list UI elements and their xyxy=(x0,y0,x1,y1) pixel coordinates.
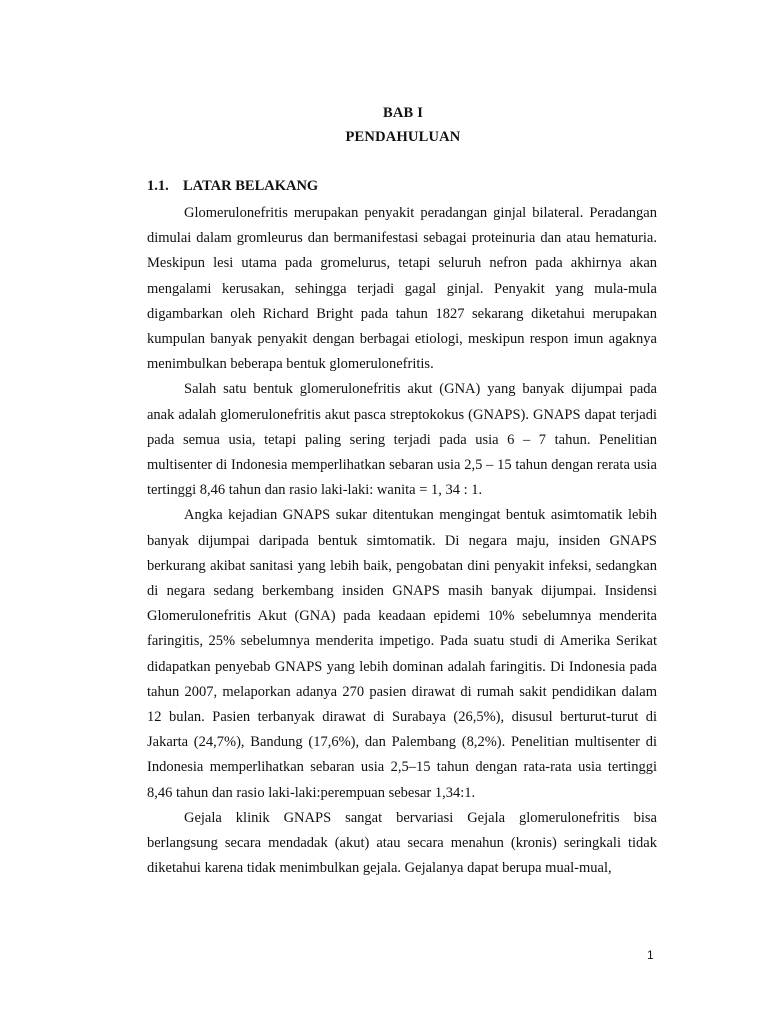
chapter-title: PENDAHULUAN xyxy=(345,129,461,145)
section-number: 1.1. xyxy=(147,178,169,194)
page-number: 1 xyxy=(647,948,654,962)
paragraph: Gejala klinik GNAPS sangat bervariasi Gejala glomerulonefritis bisa berlangsung secara mendadak (akut) atau secara menahun (kronis) seringkali tidak diketahui karena tidak menimbulkan gejala. Gejalanya dapat berupa mual-mual, xyxy=(147,809,657,877)
paragraph: Glomerulonefritis merupakan penyakit peradangan ginjal bilateral. Peradangan dimulai dalam gromleurus dan bermanifestasi sebagai proteinuria dan atau hematuria. Meskipun lesi utama pada gromelurus, tetapi seluruh nefron pada akhirnya akan mengalami kerusakan, sehingga terjadi gagal ginjal. Penyakit yang mula-mula digambarkan oleh Richard Bright pada tahun 1827 sekarang diketahui merupakan kumpulan banyak penyakit dengan berbagai etiologi, meskipun respon imun agaknya menimbulkan beberapa bentuk glomerulonefritis. xyxy=(147,205,657,373)
section-title: LATAR BELAKANG xyxy=(183,178,319,194)
paragraph: Salah satu bentuk glomerulonefritis akut (GNA) yang banyak dijumpai pada anak adalah glomerulonefritis akut pasca streptokokus (GNAPS). GNAPS dapat terjadi pada semua usia, tetapi paling sering terjadi pada usia 6 – 7 tahun. Penelitian multisenter di Indonesia memperlihatkan sebaran usia 2,5 – 15 tahun dengan rerata usia tertinggi 8,46 tahun dan rasio laki-laki: wanita = 1, 34 : 1. xyxy=(147,381,657,499)
body-text xyxy=(147,201,657,881)
chapter-heading: BAB I xyxy=(382,105,424,121)
section-heading xyxy=(147,178,318,195)
paragraph: Angka kejadian GNAPS sukar ditentukan mengingat bentuk asimtomatik lebih banyak dijumpai daripada bentuk simtomatik. Di negara maju, insiden GNAPS berkurang akibat sanitasi yang lebih baik, pengobatan dini penyakit infeksi, sedangkan di negara sedang berkembang insiden GNAPS masih banyak dijumpai. Insidensi Glomerulonefritis Akut (GNA) pada keadaan epidemi 10% sebelumnya menderita faringitis, 25% sebelumnya menderita impetigo. Pada suatu studi di Amerika Serikat didapatkan penyebab GNAPS yang lebih dominan adalah faringitis. Di Indonesia pada tahun 2007, melaporkan adanya 270 pasien dirawat di rumah sakit pendidikan dalam 12 bulan. Pasien terbanyak dirawat di Surabaya (26,5%), disusul berturut-turut di Jakarta (24,7%), Bandung (17,6%), dan Palembang (8,2%). Penelitian multisenter di Indonesia memperlihatkan sebaran usia 2,5–15 tahun dengan rata-rata usia tertinggi 8,46 tahun dan rasio laki-laki:perempuan sebesar 1,34:1. xyxy=(147,507,657,801)
